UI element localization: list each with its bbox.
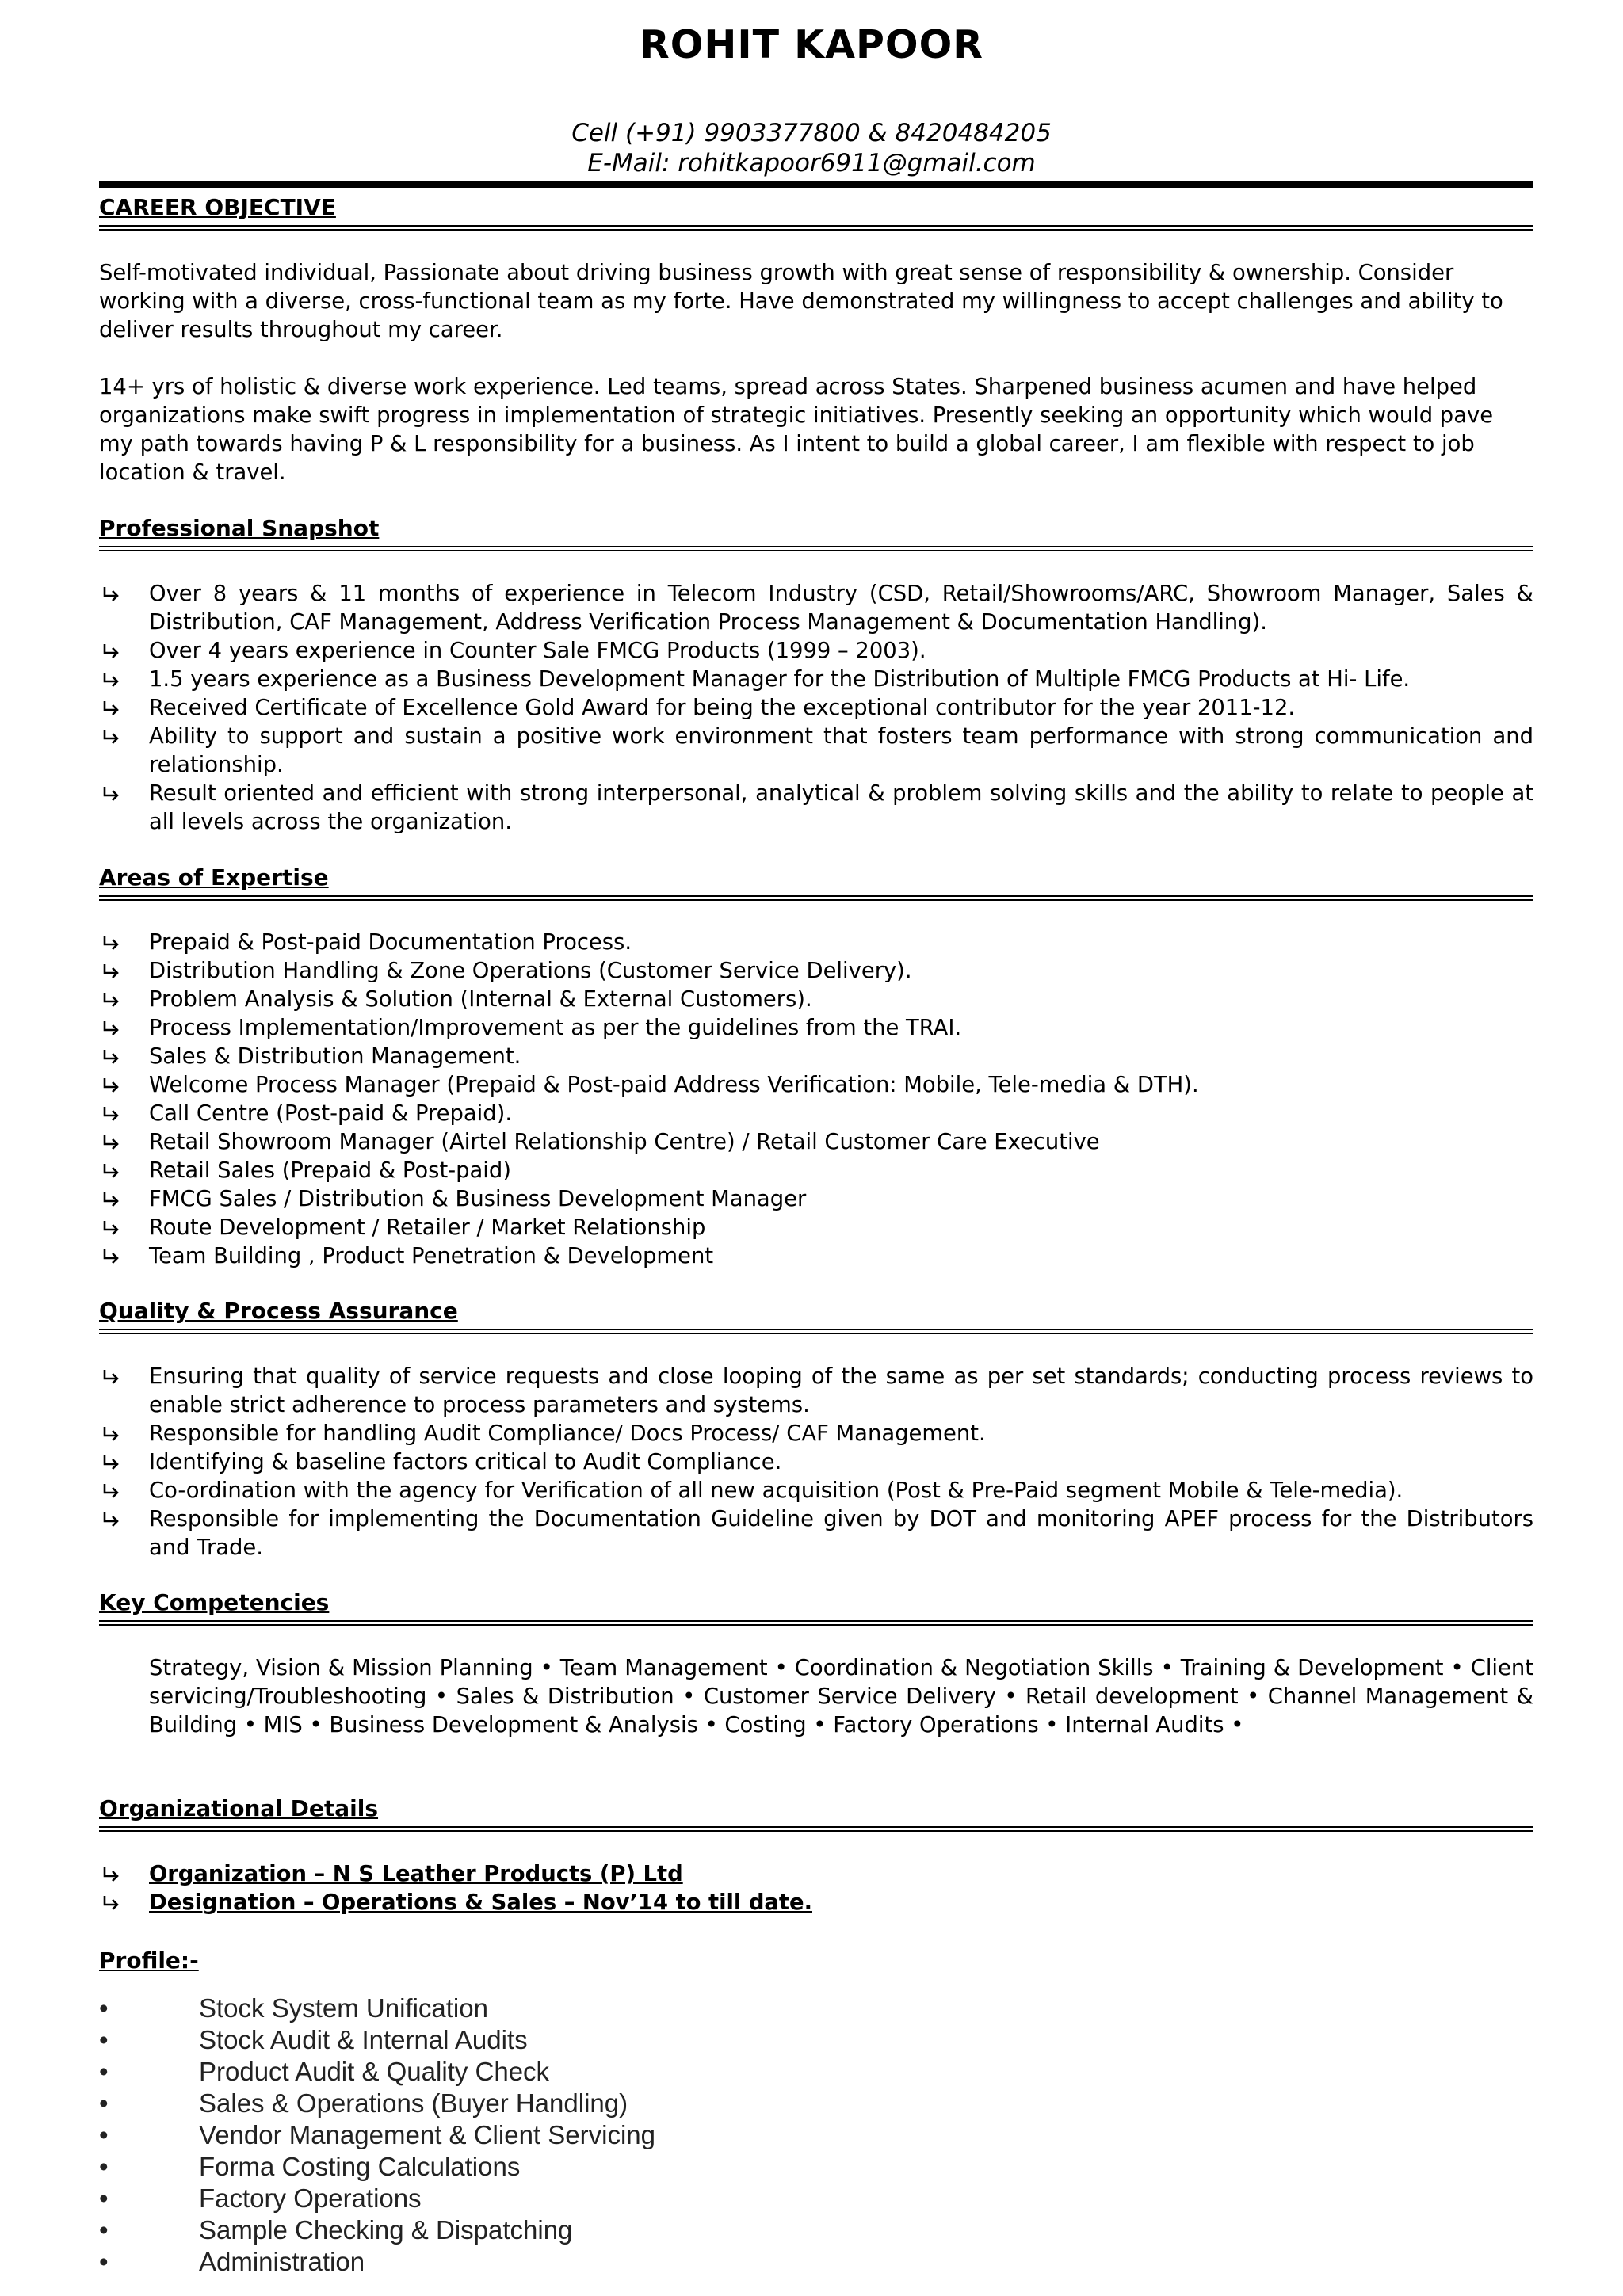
section-heading-key-competencies: Key Competencies xyxy=(99,1589,330,1615)
arrow-bullet-icon xyxy=(99,1043,123,1071)
section-divider xyxy=(99,1329,1533,1334)
arrow-bullet-icon xyxy=(99,1185,123,1214)
profile-item: • Stock Audit & Internal Audits xyxy=(99,2025,528,2054)
list-item: Ensuring that quality of service requests and close looping of the same as per set standards; conducting process reviews to enable strict adherence to process parameters and systems. xyxy=(99,1363,1533,1420)
section-divider xyxy=(99,1620,1533,1626)
profile-item: • Product Audit & Quality Check xyxy=(99,2057,550,2086)
list-item: 1.5 years experience as a Business Development Manager for the Distribution of Multiple FMCG Products at Hi- Life. xyxy=(99,666,1533,694)
list-item: Received Certificate of Excellence Gold Award for being the exceptional contributor for the year 2011-12. xyxy=(99,694,1533,723)
quality-process-list xyxy=(99,1363,1533,1562)
section-heading-organizational-details: Organizational Details xyxy=(99,1795,379,1821)
list-item: Retail Showroom Manager (Airtel Relationship Centre) / Retail Customer Care Executive xyxy=(99,1128,1533,1157)
arrow-bullet-icon xyxy=(99,666,123,694)
section-divider xyxy=(99,895,1533,901)
list-item: Co-ordination with the agency for Verification of all new acquisition (Post & Pre-Paid segment Mobile & Tele-media). xyxy=(99,1477,1533,1505)
list-item: Result oriented and efficient with strong interpersonal, analytical & problem solving skills and the ability to relate to people at all levels across the organization. xyxy=(99,780,1533,837)
list-item: Route Development / Retailer / Market Relationship xyxy=(99,1214,1533,1242)
arrow-bullet-icon xyxy=(99,1505,123,1534)
bullet-dot-icon: • xyxy=(99,2025,109,2054)
profile-item: • Stock System Unification xyxy=(99,1993,488,2023)
arrow-bullet-icon xyxy=(99,1128,123,1157)
arrow-bullet-icon xyxy=(99,1071,123,1100)
list-item: Call Centre (Post-paid & Prepaid). xyxy=(99,1100,1533,1128)
arrow-bullet-icon xyxy=(99,929,123,957)
arrow-bullet-icon xyxy=(99,1860,123,1889)
career-objective-paragraph-2: 14+ yrs of holistic & diverse work experience. Led teams, spread across States. Sharpened business acumen and have helped organizations make swift progress in implementation of strategic initiatives. Presently seeking an opportunity which would pave my path towards having P & L responsibility for a business. As I intent to build a global career, I am flexible with respect to job location & travel. xyxy=(99,375,1494,485)
bullet-dot-icon: • xyxy=(99,1993,109,2023)
candidate-name: ROHIT KAPOOR xyxy=(640,22,983,67)
section-divider xyxy=(99,225,1533,231)
profile-list xyxy=(99,1993,655,2278)
list-item: Responsible for implementing the Documentation Guideline given by DOT and monitoring APEF process for the Distributors and Trade. xyxy=(99,1505,1533,1562)
list-item: Prepaid & Post-paid Documentation Process. xyxy=(99,929,1533,957)
arrow-bullet-icon xyxy=(99,694,123,723)
bullet-dot-icon: • xyxy=(99,2183,109,2213)
career-objective-paragraph-1: Self-motivated individual, Passionate about driving business growth with great sense of responsibility & ownership. Consider working with a diverse, cross-functional team as my forte. Have demonstrated my willingness to accept challenges and ability to deliver results throughout my career. xyxy=(99,261,1503,342)
profile-item: • Sales & Operations (Buyer Handling) xyxy=(99,2088,628,2118)
arrow-bullet-icon xyxy=(99,723,123,751)
header-divider xyxy=(99,181,1533,188)
section-divider xyxy=(99,546,1533,551)
profile-item: • Sample Checking & Dispatching xyxy=(99,2215,573,2245)
arrow-bullet-icon xyxy=(99,1214,123,1242)
profile-item: • Administration xyxy=(99,2247,365,2276)
arrow-bullet-icon xyxy=(99,637,123,666)
profile-heading: Profile:- xyxy=(99,1947,199,1974)
bullet-dot-icon: • xyxy=(99,2120,109,2149)
designation: Designation – Operations & Sales – Nov’14 to till date. xyxy=(99,1889,1533,1917)
list-item: Welcome Process Manager (Prepaid & Post-paid Address Verification: Mobile, Tele-media & DTH). xyxy=(99,1071,1533,1100)
organization-name: Organization – N S Leather Products (P) Ltd xyxy=(99,1860,1533,1889)
arrow-bullet-icon xyxy=(99,1477,123,1505)
key-competencies-text: Strategy, Vision & Mission Planning • Team Management • Coordination & Negotiation Skills • Training & Development • Client servicing/Troubleshooting • Sales & Distribution • Customer Service Delivery • Retail development • Channel Management & Building • MIS • Business Development & Analysis • Costing • Factory Operations • Internal Audits • xyxy=(149,1656,1533,1737)
arrow-bullet-icon xyxy=(99,580,123,608)
bullet-dot-icon: • xyxy=(99,2057,109,2086)
arrow-bullet-icon xyxy=(99,1157,123,1185)
profile-item: • Forma Costing Calculations xyxy=(99,2152,521,2181)
arrow-bullet-icon xyxy=(99,957,123,986)
arrow-bullet-icon xyxy=(99,986,123,1014)
bullet-dot-icon: • xyxy=(99,2215,109,2245)
list-item: Process Implementation/Improvement as per the guidelines from the TRAI. xyxy=(99,1014,1533,1043)
list-item: Over 4 years experience in Counter Sale FMCG Products (1999 – 2003). xyxy=(99,637,1533,666)
list-item: Retail Sales (Prepaid & Post-paid) xyxy=(99,1157,1533,1185)
professional-snapshot-list xyxy=(99,580,1533,837)
arrow-bullet-icon xyxy=(99,1100,123,1128)
bullet-dot-icon: • xyxy=(99,2152,109,2181)
list-item: Sales & Distribution Management. xyxy=(99,1043,1533,1071)
list-item: Ability to support and sustain a positive work environment that fosters team performance with strong communication and relationship. xyxy=(99,723,1533,780)
section-divider xyxy=(99,1826,1533,1832)
contact-phone: Cell (+91) 9903377800 & 8420484205 xyxy=(571,119,1052,147)
bullet-dot-icon: • xyxy=(99,2247,109,2276)
profile-item: • Factory Operations xyxy=(99,2183,422,2213)
section-heading-professional-snapshot: Professional Snapshot xyxy=(99,515,380,541)
arrow-bullet-icon xyxy=(99,1889,123,1917)
areas-of-expertise-list xyxy=(99,929,1533,1271)
list-item: Responsible for handling Audit Compliance/ Docs Process/ CAF Management. xyxy=(99,1420,1533,1448)
section-heading-quality-process: Quality & Process Assurance xyxy=(99,1298,458,1324)
arrow-bullet-icon xyxy=(99,1420,123,1448)
profile-item: • Vendor Management & Client Servicing xyxy=(99,2120,655,2149)
arrow-bullet-icon xyxy=(99,780,123,808)
arrow-bullet-icon xyxy=(99,1014,123,1043)
bullet-dot-icon: • xyxy=(99,2088,109,2118)
list-item: Team Building , Product Penetration & Development xyxy=(99,1242,1533,1271)
arrow-bullet-icon xyxy=(99,1448,123,1477)
arrow-bullet-icon xyxy=(99,1363,123,1391)
list-item: Identifying & baseline factors critical to Audit Compliance. xyxy=(99,1448,1533,1477)
contact-email: E-Mail: rohitkapoor6911@gmail.com xyxy=(587,149,1036,177)
section-heading-career-objective: CAREER OBJECTIVE xyxy=(99,194,336,220)
list-item: Problem Analysis & Solution (Internal & External Customers). xyxy=(99,986,1533,1014)
arrow-bullet-icon xyxy=(99,1242,123,1271)
list-item: Distribution Handling & Zone Operations (Customer Service Delivery). xyxy=(99,957,1533,986)
list-item: Over 8 years & 11 months of experience in Telecom Industry (CSD, Retail/Showrooms/ARC, Showroom Manager, Sales & Distribution, CAF Management, Address Verification Process Management & Documentation Handling). xyxy=(99,580,1533,637)
section-heading-areas-of-expertise: Areas of Expertise xyxy=(99,864,329,891)
organization-details-list xyxy=(99,1860,1533,1917)
list-item: FMCG Sales / Distribution & Business Development Manager xyxy=(99,1185,1533,1214)
